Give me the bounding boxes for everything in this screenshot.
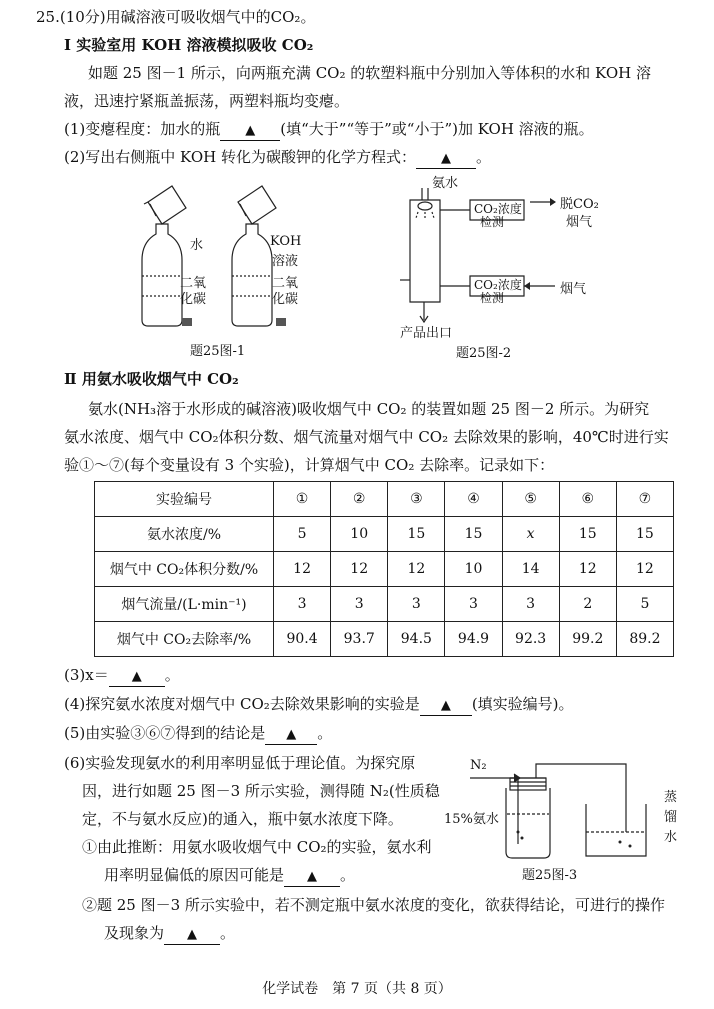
table-cell: 15: [445, 517, 502, 552]
fig1-left-gas-label-2: 化碳: [180, 292, 207, 307]
part2-title: Ⅱ 用氨水吸收烟气中 CO₂: [64, 370, 239, 388]
fig2-detector-top-2: 检测: [480, 215, 505, 229]
fig2-detector-top-1: CO₂浓度: [474, 202, 522, 216]
question-4: (4)探究氨水浓度对烟气中 CO₂去除效果影响的实验是 ▲ (填实验编号)。: [64, 693, 574, 716]
table-cell: 99.2: [559, 622, 616, 657]
table-cell: 12: [616, 552, 673, 587]
page-footer: 化学试卷 第 7 页（共 8 页）: [262, 981, 452, 997]
question-2: (2)写出右侧瓶中 KOH 转化为碳酸钾的化学方程式： ▲ 。: [64, 146, 491, 169]
fig3-ammonia-label: 15%氨水: [444, 812, 499, 827]
table-row-label: 烟气中 CO₂体积分数/%: [95, 552, 274, 587]
part1-para-line2: 液，迅速拧紧瓶盖振荡，两塑料瓶均变瘪。: [64, 92, 350, 110]
table-cell: 3: [445, 587, 502, 622]
fig2-ammonia-label: 氨水: [432, 176, 459, 191]
question-3: (3)x＝ ▲ 。: [64, 664, 180, 687]
experiment-table: [94, 481, 674, 657]
question-1: (1)变瘪程度：加水的瓶 ▲ (填“大于”“等于”或“小于”)加 KOH 溶液的瓶。: [64, 118, 594, 141]
figure-25-3-apparatus: [470, 752, 660, 862]
question-header: [36, 6, 315, 28]
answer-blank-q6-2[interactable]: ▲: [164, 924, 220, 945]
table-cell: 15: [616, 517, 673, 552]
table-cell: 12: [388, 552, 445, 587]
answer-blank-q1[interactable]: ▲: [220, 120, 280, 141]
fig1-koh-label-1: KOH: [270, 234, 302, 249]
fig2-clean-gas-1: 脱CO₂: [560, 197, 599, 212]
fig1-water-label: 水: [190, 238, 204, 253]
table-col-header: ①: [274, 482, 331, 517]
fig2-caption: 题25图-2: [456, 346, 512, 361]
table-cell: 15: [388, 517, 445, 552]
fig2-detector-bottom-1: CO₂浓度: [474, 278, 522, 292]
question-6-sub2-line2: 及现象为 ▲ 。: [104, 922, 235, 945]
table-cell: 92.3: [502, 622, 559, 657]
table-cell: 15: [559, 517, 616, 552]
answer-blank-q2[interactable]: ▲: [416, 148, 476, 169]
table-col-header: ③: [388, 482, 445, 517]
fig2-detector-bottom-2: 检测: [480, 291, 505, 305]
table-cell: 3: [331, 587, 388, 622]
table-col-header: ⑦: [616, 482, 673, 517]
fig1-left-gas-label-1: 二氧: [180, 276, 207, 291]
answer-blank-q3[interactable]: ▲: [109, 666, 165, 687]
table-cell: 14: [502, 552, 559, 587]
question-5: (5)由实验③⑥⑦得到的结论是 ▲ 。: [64, 722, 332, 745]
table-col-header: ④: [445, 482, 502, 517]
table-cell: 5: [616, 587, 673, 622]
fig1-caption: 题25图-1: [190, 344, 246, 359]
table-cell: 10: [331, 517, 388, 552]
table-row-label: 氨水浓度/%: [95, 517, 274, 552]
fig3-water-label-3: 水: [664, 830, 678, 845]
question-6-sub1-line2: 用率明显偏低的原因可能是 ▲ 。: [104, 864, 355, 887]
fig1-right-gas-label-2: 化碳: [272, 292, 299, 307]
table-row: [95, 552, 674, 587]
table-cell: 12: [331, 552, 388, 587]
table-cell: 94.5: [388, 622, 445, 657]
question-6-sub1-line1: ①由此推断：用氨水吸收烟气中 CO₂的实验，氨水利: [82, 838, 432, 856]
question-6-line3: 定，不与氨水反应)的通入，瓶中氨水浓度下降。: [82, 810, 403, 828]
table-col-header: ⑤: [502, 482, 559, 517]
table-cell: 12: [559, 552, 616, 587]
table-row: [95, 622, 674, 657]
part2-para-line2: 氨水浓度、烟气中 CO₂体积分数、烟气流量对烟气中 CO₂ 去除效果的影响，40℃时进行实: [64, 428, 669, 446]
table-cell: 94.9: [445, 622, 502, 657]
fig1-right-gas-label-1: 二氧: [272, 276, 299, 291]
table-cell: 90.4: [274, 622, 331, 657]
fig3-n2-label: N₂: [470, 758, 487, 773]
question-6-line2: 因，进行如题 25 图－3 所示实验，测得随 N₂(性质稳: [82, 782, 440, 800]
question-6-sub2-line1: ②题 25 图－3 所示实验中，若不测定瓶中氨水浓度的变化，欲获得结论，可进行的操作: [82, 896, 665, 914]
table-cell: 3: [274, 587, 331, 622]
answer-blank-q5[interactable]: ▲: [265, 724, 317, 745]
table-cell: 12: [274, 552, 331, 587]
table-cell: x: [502, 517, 559, 552]
fig2-outlet-label: 产品出口: [400, 326, 453, 341]
table-cell: 3: [388, 587, 445, 622]
part2-para-line3: 验①～⑦(每个变量设有 3 个实验)，计算烟气中 CO₂ 去除率。记录如下：: [64, 456, 555, 474]
part2-para-line1: 氨水(NH₃溶于水形成的碱溶液)吸收烟气中 CO₂ 的装置如题 25 图－2 所示。为研究: [88, 400, 650, 418]
table-row-label: 烟气中 CO₂去除率/%: [95, 622, 274, 657]
table-header-row: [95, 482, 674, 517]
table-cell: 2: [559, 587, 616, 622]
answer-blank-q6-1[interactable]: ▲: [284, 866, 340, 887]
table-cell: 93.7: [331, 622, 388, 657]
table-cell: 5: [274, 517, 331, 552]
table-col-header: ⑥: [559, 482, 616, 517]
fig2-clean-gas-2: 烟气: [566, 215, 593, 230]
part1-title: Ⅰ 实验室用 KOH 溶液模拟吸收 CO₂: [64, 36, 314, 54]
table-cell: 3: [502, 587, 559, 622]
fig3-water-label-2: 馏: [664, 810, 678, 825]
fig3-water-label-1: 蒸: [664, 790, 678, 805]
table-col-header: ②: [331, 482, 388, 517]
fig1-koh-label-2: 溶液: [272, 254, 299, 269]
table-row: [95, 587, 674, 622]
table-row: [95, 517, 674, 552]
question-intro: (10分)用碱溶液可吸收烟气中的CO₂。: [59, 8, 316, 26]
table-cell: 10: [445, 552, 502, 587]
fig2-flue-gas-label: 烟气: [560, 282, 587, 297]
question-number: 25.: [36, 8, 60, 26]
part1-para-line1: 如题 25 图－1 所示，向两瓶充满 CO₂ 的软塑料瓶中分别加入等体积的水和 KOH 溶: [88, 64, 651, 82]
table-row-label: 烟气流量/(L·min⁻¹): [95, 587, 274, 622]
fig3-caption: 题25图-3: [522, 868, 578, 883]
table-header-label: 实验编号: [95, 482, 274, 517]
question-6-line1: (6)实验发现氨水的利用率明显低于理论值。为探究原: [64, 754, 416, 772]
table-cell: 89.2: [616, 622, 673, 657]
answer-blank-q4[interactable]: ▲: [420, 695, 472, 716]
